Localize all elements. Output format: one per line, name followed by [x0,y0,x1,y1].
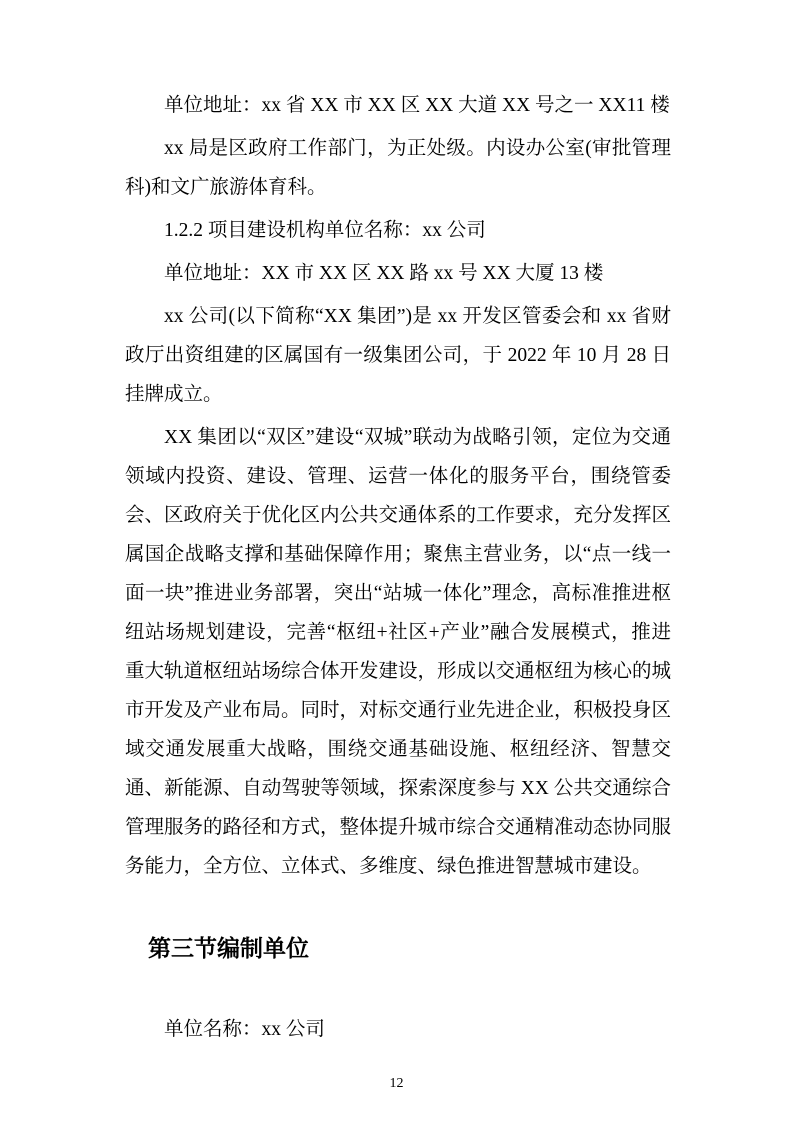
page-number: 12 [389,1076,404,1091]
paragraph-bureau-description: xx 局是区政府工作部门，为正处级。内设办公室(审批管理科)和文广旅游体育科。 [125,138,671,198]
document-body [125,86,671,1049]
paragraph-unit-address-2: 单位地址：XX 市 XX 区 XX 路 xx 号 XX 大厦 13 楼 [164,263,604,284]
section-heading: 第三节编制单位 [148,936,309,961]
paragraph-company-intro: xx 公司(以下简称“XX 集团”)是 xx 开发区管委会和 xx 省财政厅出资组建的区属国有一级集团公司，于 2022 年 10 月 28 日挂牌成立。 [125,306,671,405]
paragraph-section-1-2-2: 1.2.2 项目建设机构单位名称：xx 公司 [164,220,486,241]
paragraph-unit-name: 单位名称：xx 公司 [164,1019,325,1040]
paragraph-unit-address-1: 单位地址：xx 省 XX 市 XX 区 XX 大道 XX 号之一 XX11 楼 [164,95,670,116]
paragraph-group-strategy: XX 集团以“双区”建设“双城”联动为战略引领，定位为交通领域内投资、建设、管理、运营一体化的服务平台，围绕管委会、区政府关于优化区内公共交通体系的工作要求，充分发挥区属国企战略支撑和基础保障作用；聚焦主营业务，以“点一线一面一块”推进业务部署，突出“站城一体化”理念，高标准推进枢纽站场规划建设，完善“枢纽+社区+产业”融合发展模式，推进重大轨道枢纽站场综合体开发建设，形成以交通枢纽为核心的城市开发及产业布局。同时，对标交通行业先进企业，积极投身区域交通发展重大战略，围绕交通基础设施、枢纽经济、智慧交通、新能源、自动驾驶等领域，探索深度参与 XX 公共交通综合管理服务的路径和方式，整体提升城市综合交通精准动态协同服务能力，全方位、立体式、多维度、绿色推进智慧城市建设。 [125,427,672,877]
